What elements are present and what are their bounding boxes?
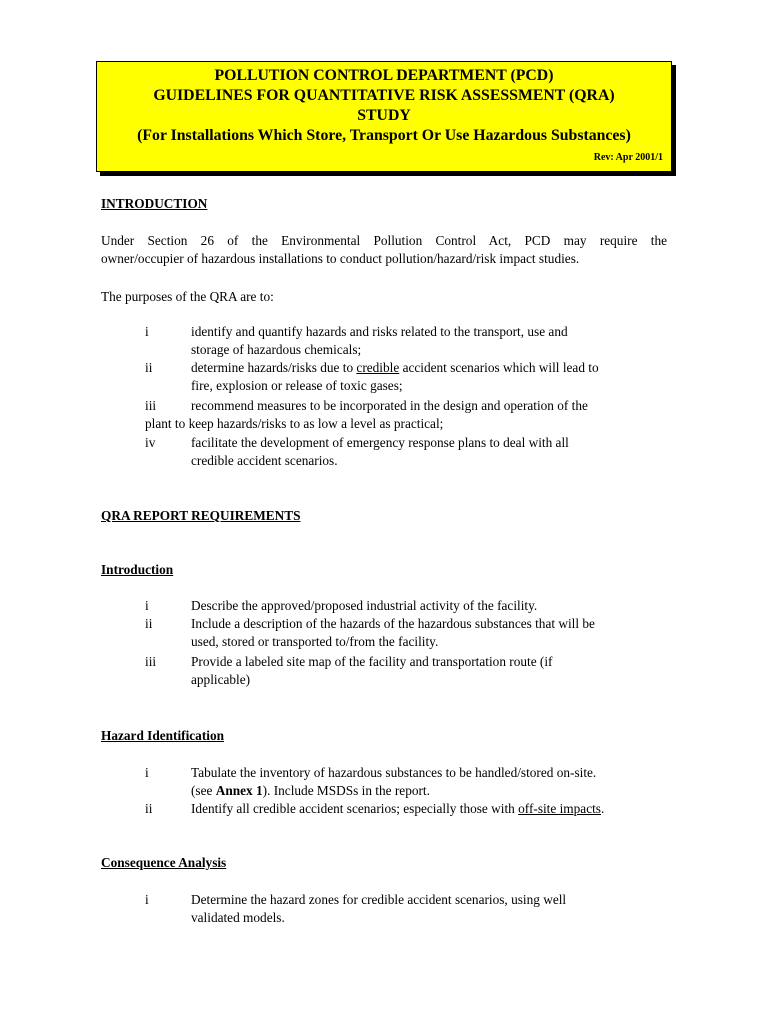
header-subtitle: (For Installations Which Store, Transport Or Use Hazardous Substances) — [137, 127, 631, 144]
requirements-introduction-heading: Introduction — [101, 562, 174, 577]
list-item-text: Identify all credible accident scenarios; especially those with off-site impacts. — [191, 801, 605, 816]
list-number: i — [145, 324, 149, 339]
annex-reference: Annex 1 — [215, 783, 263, 798]
list-item-text: Include a description of the hazards of the hazardous substances that will be — [191, 616, 595, 631]
list-item-text: recommend measures to be incorporated in the design and operation of the — [191, 398, 588, 413]
list-item-text-cont: validated models. — [191, 910, 285, 925]
list-item-text: Provide a labeled site map of the facility and transportation route (if — [191, 654, 553, 669]
list-item-text-cont: storage of hazardous chemicals; — [191, 342, 362, 357]
introduction-paragraph-line1: Under Section 26 of the Environmental Pollution Control Act, PCD may require the — [101, 233, 667, 248]
hazard-identification-heading: Hazard Identification — [101, 728, 224, 743]
list-number: iii — [145, 654, 157, 669]
header-department: POLLUTION CONTROL DEPARTMENT (PCD) — [214, 67, 554, 84]
list-item-text-cont: credible accident scenarios. — [191, 453, 338, 468]
header-study: STUDY — [357, 107, 411, 124]
document-header-box — [96, 61, 672, 172]
list-item-text-cont: plant to keep hazards/risks to as low a level as practical; — [145, 416, 444, 431]
list-item-text: Determine the hazard zones for credible accident scenarios, using well — [191, 892, 567, 907]
requirements-heading: QRA REPORT REQUIREMENTS — [101, 508, 301, 523]
revision-label: Rev: Apr 2001/1 — [593, 152, 663, 163]
list-number: ii — [145, 616, 153, 631]
list-item-text-cont: used, stored or transported to/from the facility. — [191, 634, 439, 649]
off-site-impacts-underlined: off-site impacts — [518, 801, 601, 816]
list-number: iv — [145, 435, 156, 450]
list-item-text-cont: (see Annex 1). Include MSDSs in the report. — [191, 783, 430, 798]
list-item-text: identify and quantify hazards and risks related to the transport, use and — [191, 324, 568, 339]
list-number: ii — [145, 801, 153, 816]
header-guidelines-title: GUIDELINES FOR QUANTITATIVE RISK ASSESSMENT (QRA) — [153, 87, 615, 104]
list-item-text-cont: applicable) — [191, 672, 251, 687]
list-item-text: determine hazards/risks due to credible accident scenarios which will lead to — [191, 360, 599, 375]
introduction-paragraph-line2: owner/occupier of hazardous installations to conduct pollution/hazard/risk impact studies. — [101, 251, 580, 266]
list-number: i — [145, 765, 149, 780]
purposes-lead: The purposes of the QRA are to: — [101, 289, 274, 304]
list-item-text: Describe the approved/proposed industrial activity of the facility. — [191, 598, 538, 613]
list-number: ii — [145, 360, 153, 375]
list-item-text-cont: fire, explosion or release of toxic gases; — [191, 378, 403, 393]
list-number: i — [145, 598, 149, 613]
credible-underlined: credible — [356, 360, 400, 375]
list-item-text: Tabulate the inventory of hazardous substances to be handled/stored on-site. — [191, 765, 597, 780]
introduction-heading: INTRODUCTION — [101, 196, 208, 211]
list-number: iii — [145, 398, 157, 413]
list-item-text: facilitate the development of emergency response plans to deal with all — [191, 435, 569, 450]
consequence-analysis-heading: Consequence Analysis — [101, 855, 227, 870]
list-number: i — [145, 892, 149, 907]
